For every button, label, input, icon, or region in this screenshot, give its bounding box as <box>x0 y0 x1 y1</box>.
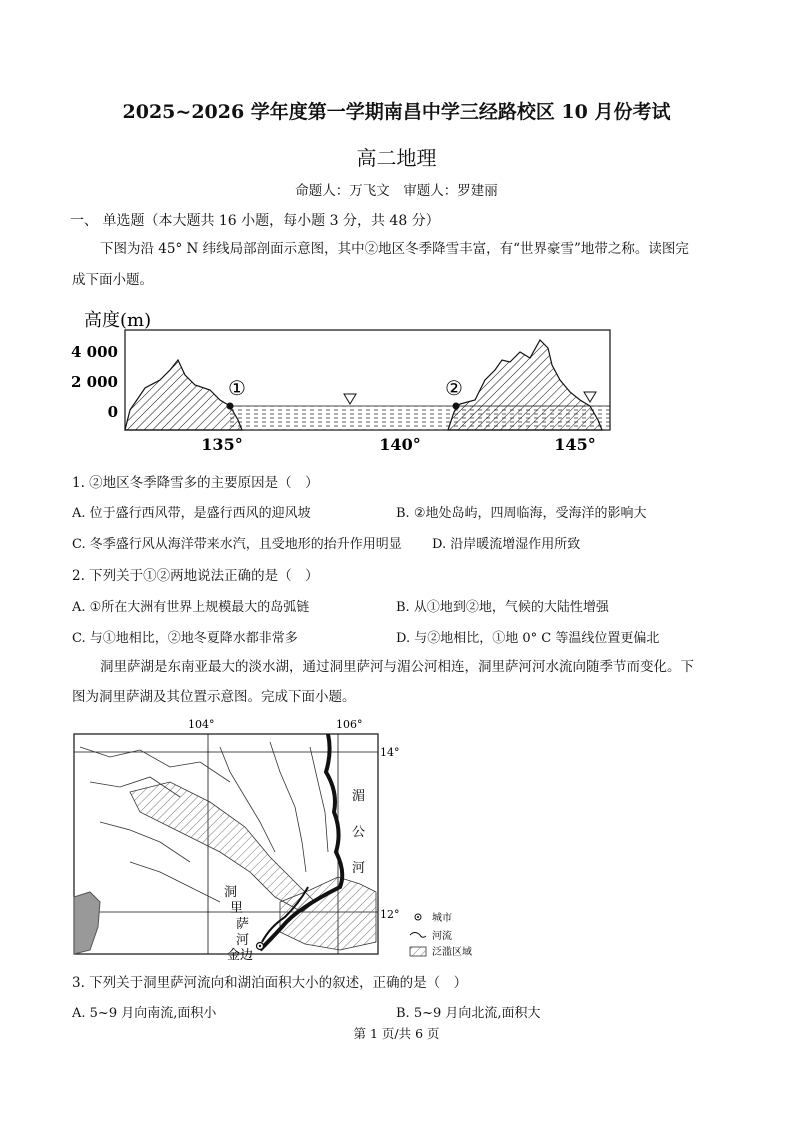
q3-option-b: B. 5~9 月向北流,面积大 <box>396 1006 541 1021</box>
marker-2: ② <box>445 376 463 400</box>
ytick-0: 0 <box>107 403 118 421</box>
q1-stem: 1. ②地区冬季降雪多的主要原因是（ ） <box>72 475 319 491</box>
gulf-shore <box>74 892 100 954</box>
exam-authors: 命题人：万飞文 审题人：罗建丽 <box>295 183 498 199</box>
tonle-label-1: 洞 <box>224 885 238 900</box>
tonle-label-3: 萨 <box>236 917 250 932</box>
ytick-2000: 2 000 <box>71 373 118 391</box>
q2-option-d: D. 与②地相比，①地 0° C 等温线位置更偏北 <box>396 631 660 646</box>
q1-option-d: D. 沿岸暖流增湿作用所致 <box>432 537 581 552</box>
water-level-triangle <box>344 394 356 404</box>
q2-stem: 2. 下列关于①②两地说法正确的是（ ） <box>72 568 319 584</box>
legend-river-label: 河流 <box>432 931 452 942</box>
q1-option-b: B. ②地处岛屿，四周临海，受海洋的影响大 <box>396 506 647 521</box>
passage1-line1: 下图为沿 45° N 纬线局部剖面示意图，其中②地区冬季降雪丰富，有“世界豪雪”地带之称。读图完 <box>100 241 689 257</box>
tonle-sap-map <box>70 712 500 962</box>
q1-option-c: C. 冬季盛行风从海洋带来水汽，且受地形的抬升作用明显 <box>72 537 402 552</box>
water-level-triangle <box>584 392 596 402</box>
page-footer: 第 1 页/共 6 页 <box>353 1026 440 1041</box>
legend-city-label: 城市 <box>432 913 452 924</box>
lat-12: 12° <box>380 908 400 921</box>
q1-option-a: A. 位于盛行西风带，是盛行西风的迎风坡 <box>72 506 311 521</box>
cross-section-figure <box>70 300 630 460</box>
passage1-line2: 成下面小题。 <box>72 272 153 288</box>
mekong-label-1: 湄 <box>352 789 366 804</box>
q2-option-b: B. 从①地到②地，气候的大陆性增强 <box>396 600 609 615</box>
mekong-label-3: 河 <box>352 861 366 876</box>
exam-subject: 高二地理 <box>356 146 437 170</box>
q2-option-c: C. 与①地相比，②地冬夏降水都非常多 <box>72 631 298 646</box>
legend-river-icon <box>410 933 426 938</box>
q2-option-a: A. ①所在大洲有世界上规模最大的岛弧链 <box>72 600 310 615</box>
section-heading: 一、 单选题（本大题共 16 小题，每小题 3 分，共 48 分） <box>70 213 440 229</box>
q3-stem: 3. 下列关于洞里萨河流向和湖泊面积大小的叙述，正确的是（ ） <box>72 975 468 991</box>
xtick-140: 140° <box>379 435 421 454</box>
legend-flood-icon <box>410 947 426 956</box>
xtick-145: 145° <box>554 435 596 454</box>
lon-104: 104° <box>188 718 215 731</box>
phnom-penh-dot <box>259 945 261 947</box>
point-2-dot <box>453 403 460 410</box>
exam-title: 2025~2026 学年度第一学期南昌中学三经路校区 10 月份考试 <box>122 101 671 123</box>
ylabel: 高度(m) <box>84 310 152 331</box>
tonle-label-2: 里 <box>230 901 244 916</box>
mekong-label-2: 公 <box>352 825 366 840</box>
tonle-label-4: 河 <box>236 933 250 948</box>
ytick-4000: 4 000 <box>71 343 118 361</box>
continent-mountain <box>125 360 242 430</box>
legend-city-dot <box>417 916 419 918</box>
q3-option-a: A. 5~9 月向南流,面积小 <box>72 1006 217 1021</box>
marker-1: ① <box>228 376 246 400</box>
phnom-penh-label: 金边 <box>227 948 254 962</box>
lon-106: 106° <box>336 718 363 731</box>
flood-zone-lake <box>130 782 315 912</box>
legend-flood-label: 泛滥区域 <box>432 947 472 958</box>
lat-14: 14° <box>380 746 400 759</box>
passage2-line2: 图为洞里萨湖及其位置示意图。完成下面小题。 <box>72 689 356 705</box>
point-1-dot <box>227 403 234 410</box>
xtick-135: 135° <box>201 435 243 454</box>
island-mountain <box>448 340 602 430</box>
passage2-line1: 洞里萨湖是东南亚最大的淡水湖，通过洞里萨河与湄公河相连，洞里萨河河水流向随季节而变化。下 <box>100 659 694 675</box>
